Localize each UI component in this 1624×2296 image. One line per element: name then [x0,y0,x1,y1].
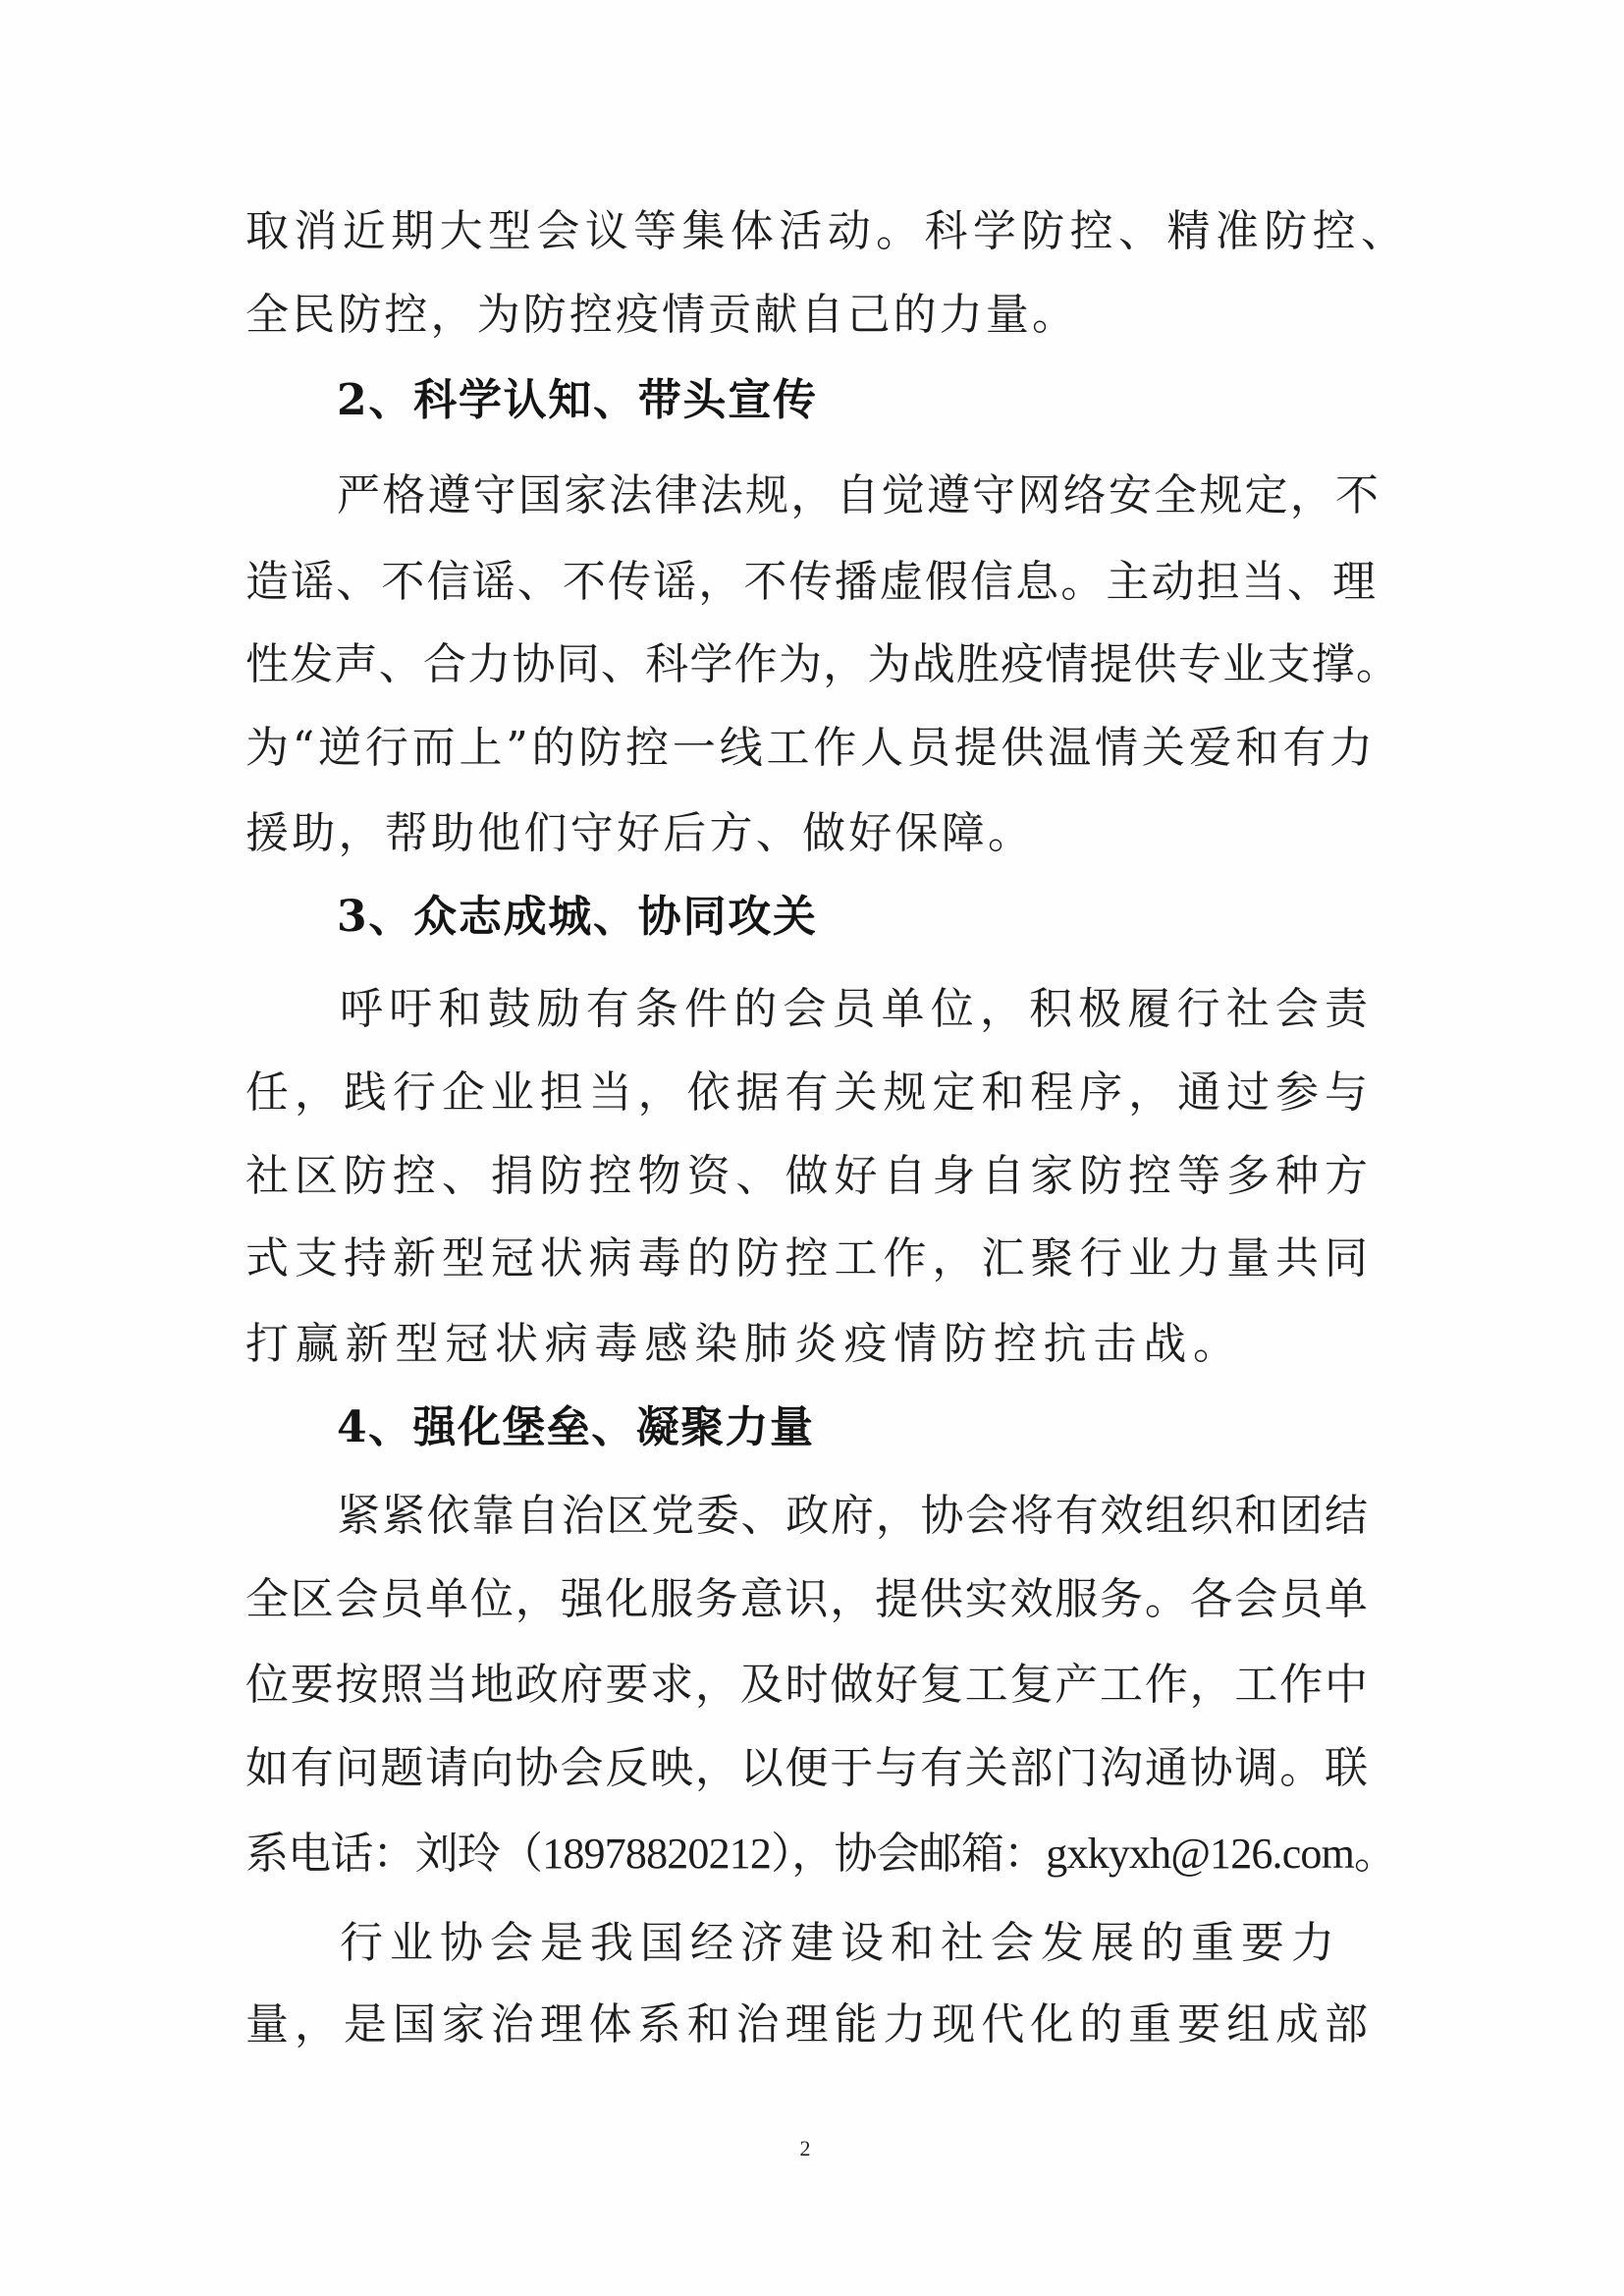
text-line: 全民防控，为防控疫情贡献自己的力量。 [245,290,1079,340]
text-line: 紧紧依靠自治区党委、政府，协会将有效组织和团结 [337,1491,1370,1541]
section-heading: 4、强化堡垒、凝聚力量 [337,1402,815,1452]
text-line: 量，是国家治理体系和治理能力现代化的重要组成部 [245,1999,1374,2050]
text-line: 行业协会是我国经济建设和社会发展的重要力 [340,1918,1341,1968]
text-line: 如有问题请向协会反映，以便于与有关部门沟通协调。联 [245,1743,1370,1793]
section-heading: 3、众志成城、协同攻关 [337,892,818,942]
page-number: 2 [799,2136,811,2160]
text-line: 援助，帮助他们守好后方、做好保障。 [245,808,1035,858]
text-line: 为“逆行而上”的防控一线工作人员提供温情关爱和有力 [245,723,1377,773]
text-line: 任，践行企业担当，依据有关规定和程序，通过参与 [245,1067,1374,1118]
contact-line: 系电话：刘玲（18978820212），协会邮箱：gxkyxh@126.com。 [245,1830,1397,1878]
text-line: 取消近期大型会议等集体活动。科学防控、精准防控、 [245,206,1410,256]
text-line: 严格遵守国家法律法规，自觉遵守网络安全规定，不 [337,470,1381,520]
text-line: 式支持新型冠状病毒的防控工作，汇聚行业力量共同 [245,1233,1374,1284]
text-line: 呼吁和鼓励有条件的会员单位，积极履行社会责 [340,984,1375,1034]
text-line: 打赢新型冠状病毒感染肺炎疫情防控抗击战。 [245,1319,1243,1369]
text-line: 社区防控、捐防控物资、做好自身自家防控等多种方 [245,1151,1374,1201]
text-line: 造谣、不信谣、不传谣，不传播虚假信息。主动担当、理 [245,557,1379,607]
section-heading: 2、科学认知、带头宣传 [337,375,818,425]
text-line: 性发声、合力协同、科学作为，为战胜疫情提供专业支撑。 [245,639,1401,689]
text-line: 位要按照当地政府要求，及时做好复工复产工作，工作中 [245,1660,1370,1710]
text-line: 全区会员单位，强化服务意识，提供实效服务。各会员单 [245,1574,1370,1624]
